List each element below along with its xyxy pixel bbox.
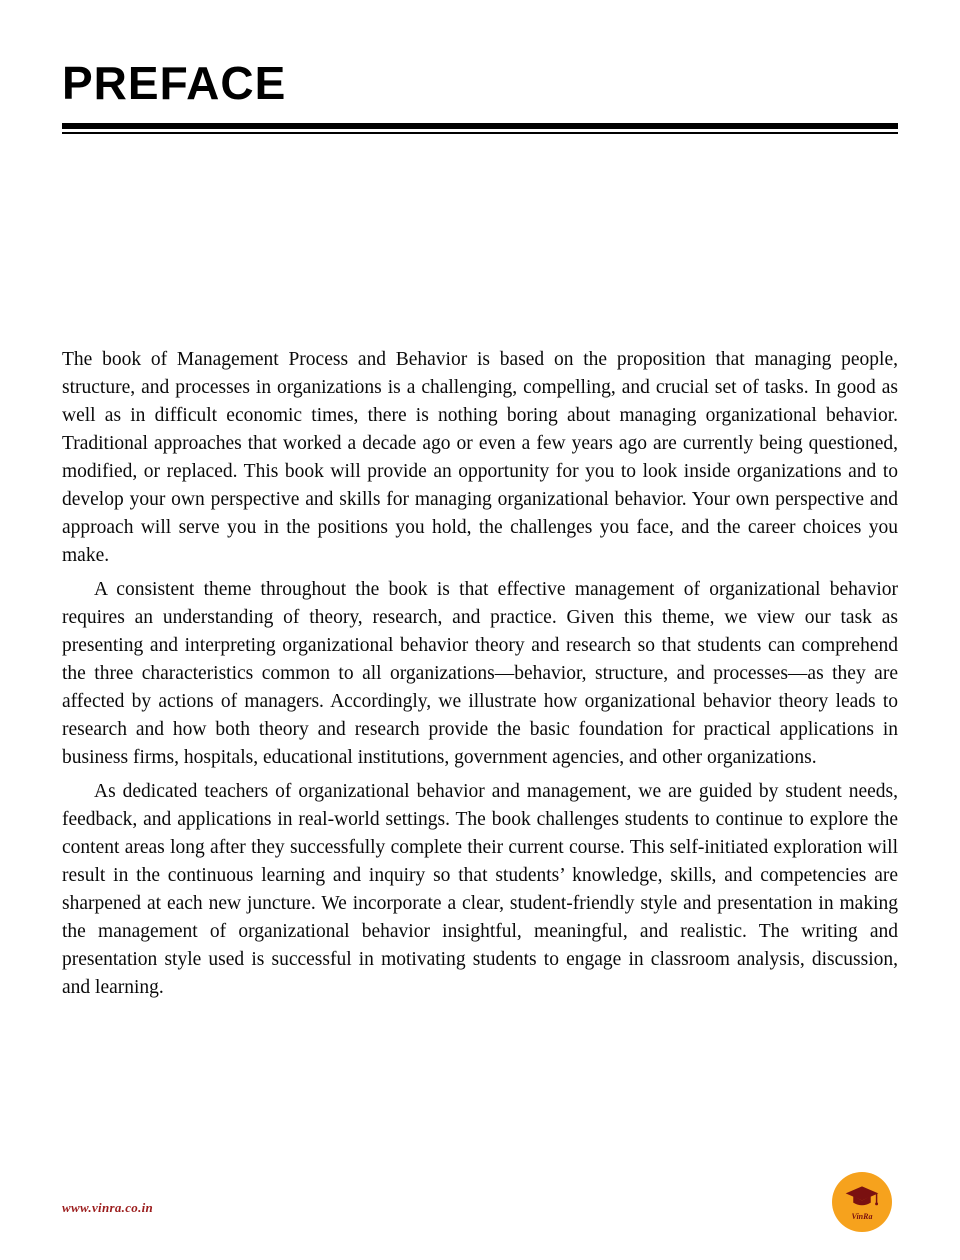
paragraph: A consistent theme throughout the book is that effective management of organizational behavior requires an understanding of theory, research, and practice. Given this theme, we view our task as presenting and interpreting organizational behavior theory and research so that students can comprehend the three characteristics common to all organizations—behavior, structure, and processes—as they are affected by actions of managers. Accordingly, we illustrate how organizational behavior theory leads to research and how both theory and research provide the basic foundation for practical applications in business firms, hospitals, educational institutions, government agencies, and other organizations. bbox=[62, 578, 898, 768]
website-text: www.vinra.co.in bbox=[62, 1200, 154, 1215]
rule-thin bbox=[62, 132, 898, 134]
publisher-logo bbox=[832, 1172, 892, 1232]
preface-body bbox=[62, 346, 898, 1002]
rule-thick bbox=[62, 123, 898, 129]
page-content bbox=[62, 0, 898, 1008]
page-title: PREFACE bbox=[62, 57, 287, 109]
paragraph: The book of Management Process and Behavior is based on the proposition that managing people, structure, and processes in organizations is a challenging, compelling, and crucial set of tasks. In good as well as in difficult economic times, there is nothing boring about managing organizational behavior. Traditional approaches that worked a decade ago or even a few years ago are currently being questioned, modified, or replaced. This book will provide an opportunity for you to look inside organizations and to develop your own perspective and skills for managing organizational behavior. Your own perspective and approach will serve you in the positions you hold, the challenges you face, and the career choices you make. bbox=[62, 348, 898, 566]
heading-rule bbox=[62, 123, 898, 134]
paragraph: As dedicated teachers of organizational behavior and management, we are guided by student needs, feedback, and applications in real-world settings. The book challenges students to continue to explore the content areas long after they successfully complete their current course. This self-initiated exploration will result in the continuous learning and inquiry so that students’ knowledge, skills, and competencies are sharpened at each new juncture. We incorporate a clear, student-friendly style and presentation in making the management of organizational behavior insightful, meaningful, and realistic. The writing and presentation style used is successful in motivating students to engage in classroom analysis, discussion, and learning. bbox=[62, 780, 898, 998]
logo-label: VinRa bbox=[851, 1211, 873, 1221]
graduation-cap-icon bbox=[843, 1184, 881, 1212]
